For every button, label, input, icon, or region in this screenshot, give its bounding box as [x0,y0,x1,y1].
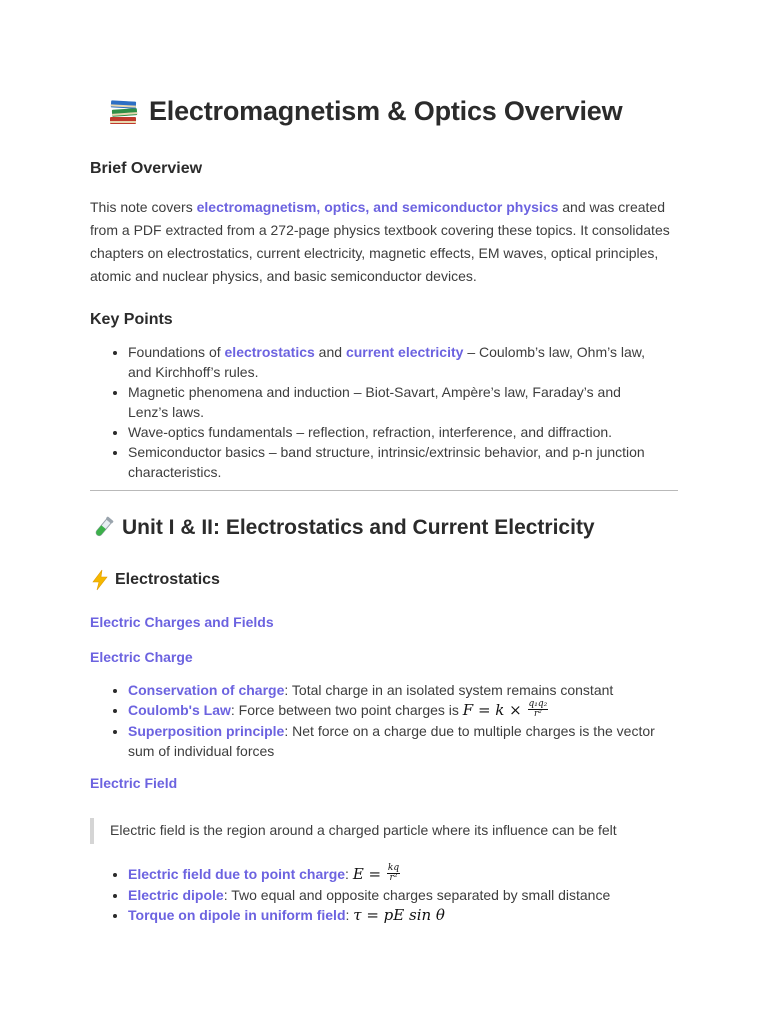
topics-link[interactable]: electromagnetism, optics, and semiconductor physics [196,199,559,215]
list-item [128,885,668,905]
list-item [128,342,658,382]
current-electricity-link[interactable]: current electricity [345,344,464,360]
field-fraction [387,864,400,883]
point-charge-field-link[interactable]: Electric field due to point charge [128,866,346,882]
electrostatics-link[interactable]: electrostatics [224,344,315,360]
divider [90,490,678,491]
fraction-denominator: r² [533,708,542,719]
brief-text-rest: and was created from a PDF extracted from a 272-page physics textbook covering these topics. It consolidates chapters on electrostatics, current electricity, magnetic effects, EM waves, optical principles, atomic and nuclear physics, and basic semiconductor devices. [90,199,670,284]
fraction-numerator: kq [387,862,400,873]
charges-fields-heading: Electric Charges and Fields [90,614,274,630]
kp1-and: and [314,344,346,360]
f2-text: : Two equal and opposite charges separated by small distance [223,886,611,903]
lightning-icon [90,569,110,591]
electric-field-heading: Electric Field [90,775,178,791]
torque-dipole-link[interactable]: Torque on dipole in uniform field [128,906,346,923]
electric-field-list [110,864,668,925]
field-formula [352,862,401,883]
electric-charge-list [110,680,668,761]
blockquote: Electric field is the region around a charged particle where its influence can be felt [90,818,680,844]
torque-formula: τ = pE sin θ [353,905,445,924]
list-item [128,721,668,761]
electrostatics-heading [90,569,220,591]
coulomb-lhs: F = k × [462,701,522,719]
kp1-rest: – Coulomb’s law, Ohm’s law, and Kirchhoff’s rules. [128,344,645,380]
list-item: • Semiconductor basics – band structure, intrinsic/extrinsic behavior, and p-n junction characteristics. [128,442,658,482]
superposition-link[interactable]: Superposition principle [128,722,285,739]
electric-charge-heading: Electric Charge [90,649,193,665]
key-points-heading: Key Points [90,311,173,328]
fraction-numerator: q₁q₂ [528,698,548,709]
list-item [128,680,668,700]
c2-text: : Force between two point charges is [230,702,463,718]
list-item [128,864,668,885]
coulomb-formula [462,698,549,719]
fraction-denominator: r² [389,872,398,883]
brief-overview-paragraph [90,196,690,288]
c1-text: : Total charge in an isolated system remains constant [284,682,614,698]
electric-dipole-link[interactable]: Electric dipole [128,886,224,903]
field-lhs: E = [352,865,382,883]
unit-heading-text: Unit I & II: Electrostatics and Current Electricity [122,516,595,539]
page-title [107,94,622,128]
test-tube-icon [90,515,116,541]
coulomb-fraction [528,700,549,719]
unit-heading [90,515,595,541]
list-item [128,700,668,721]
list-item: • Magnetic phenomena and induction – Biot-Savart, Ampère’s law, Faraday’s and Lenz’s laws. [128,382,658,422]
key-points-list [110,342,658,482]
kp1-text: Foundations of [128,344,225,360]
books-icon [107,94,141,128]
f1-text: : [345,866,353,882]
coulombs-law-link[interactable]: Coulomb's Law [128,702,231,718]
brief-text: This note covers [90,199,197,215]
c3-text: : Net force on a charge due to multiple charges is the vector sum of individual forces [128,722,655,759]
brief-overview-heading: Brief Overview [90,160,203,177]
page-title-text: Electromagnetism & Optics Overview [149,95,623,126]
electrostatics-heading-text: Electrostatics [115,571,220,588]
f3-text: : [345,906,354,923]
conservation-link[interactable]: Conservation of charge [128,682,285,698]
list-item: • Wave-optics fundamentals – reflection, refraction, interference, and diffraction. [128,422,658,442]
list-item [128,905,668,925]
